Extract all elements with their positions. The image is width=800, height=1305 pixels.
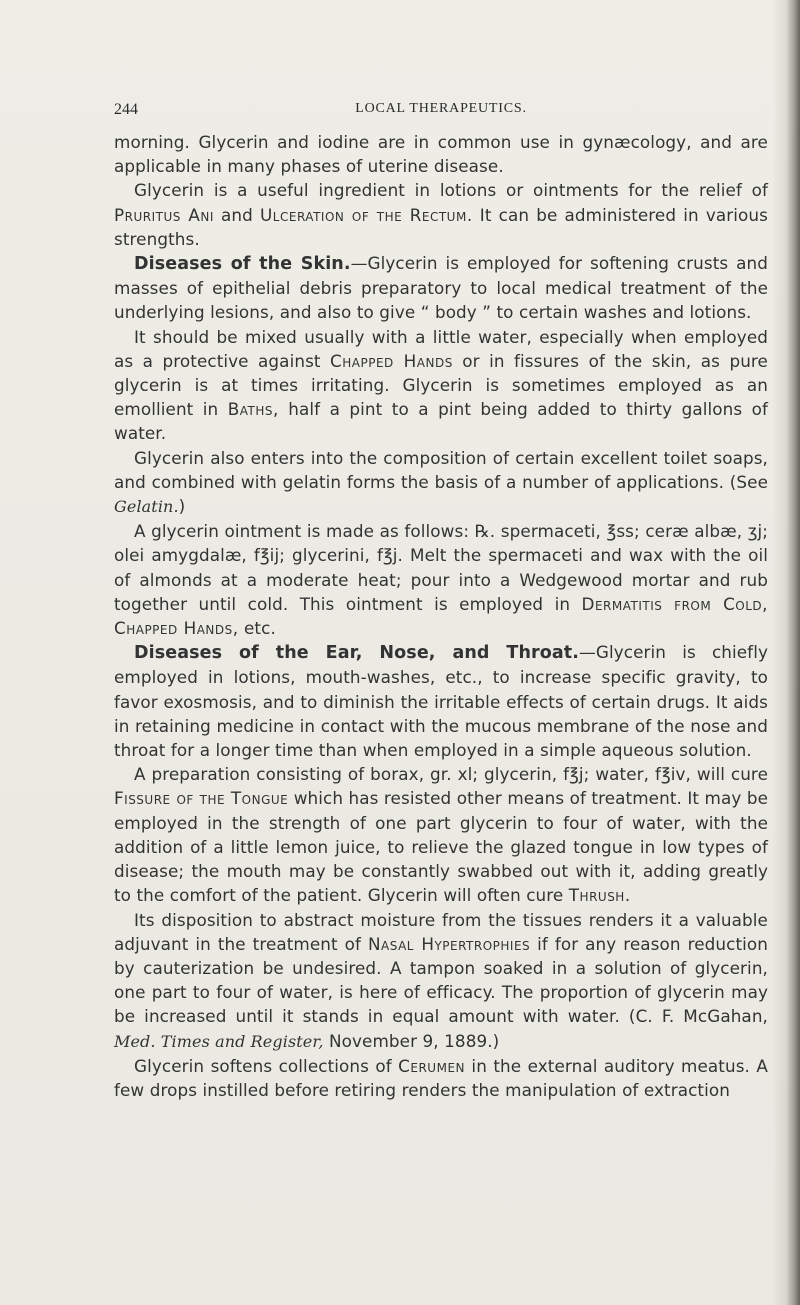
text-run: It can be administered in various strengths. xyxy=(114,204,768,249)
text-run: Glycerin softens collections of xyxy=(134,1055,399,1076)
text-run: It should be mixed usually with a little water, especially when employed as a protective against xyxy=(114,326,768,371)
paragraph xyxy=(114,762,768,907)
paragraph xyxy=(114,251,768,325)
text-run: Thrush. xyxy=(568,885,631,906)
paragraph xyxy=(114,519,768,640)
paragraph xyxy=(114,640,768,762)
text-run: and xyxy=(213,204,261,225)
text-run: Pruritus Ani xyxy=(114,204,214,225)
text-run: if for any reason reduction by cauterization be undesired. A tampon soaked in a solution of glycerin, one part to four of water, is here of efficacy. The proportion of glycerin may be increased until it stands in equal amount with water. (C. F. McGahan, xyxy=(114,933,768,1027)
text-run: Chapped Hands xyxy=(330,350,453,371)
paragraph xyxy=(114,130,768,178)
section-heading: Diseases of the Skin. xyxy=(134,254,351,275)
text-run: Fissure of the Tongue xyxy=(114,788,289,809)
text-run: ) xyxy=(178,496,186,517)
paragraph xyxy=(114,446,768,520)
text-run: Med. Times and Register, xyxy=(114,1031,324,1051)
section-heading: Diseases of the Ear, Nose, and Throat. xyxy=(134,643,580,664)
text-run: Nasal Hypertrophies xyxy=(367,933,531,954)
text-run: Its disposition to abstract moisture from the tissues renders it a valuable adjuvant in the treatment of xyxy=(114,909,768,954)
paragraph xyxy=(114,1054,768,1102)
text-run: Glycerin is a useful ingredient in lotions or ointments for the relief of xyxy=(134,180,768,201)
paragraph xyxy=(114,908,768,1054)
running-title: LOCAL THERAPEUTICS. xyxy=(355,101,527,116)
page-header xyxy=(114,101,768,123)
page-edge-shadow xyxy=(772,0,800,1305)
body-text xyxy=(114,130,768,1102)
page-number: 244 xyxy=(114,101,138,118)
text-run: or in fissures of the skin, as pure glycerin is at times irritating. Glycerin is sometimes employed as an emollient in xyxy=(114,350,768,420)
text-run: etc. xyxy=(238,618,276,639)
text-run: Gelatin. xyxy=(114,497,179,517)
text-run: Glycerin also enters into the composition of certain excellent toilet soaps, and combined with gelatin forms the basis of a number of applications. (See xyxy=(114,447,768,492)
text-run: Cerumen xyxy=(398,1055,466,1076)
text-run: which has resisted other means of treatment. It may be employed in the strength of one part glycerin to four of water, with the addition of a little lemon juice, to relieve the glazed tongue in low types of disease; the mouth may be constantly swabbed out with it, adding greatly to the comfort of the patient. Glycerin will often cure xyxy=(114,788,769,906)
text-run: —Glycerin is chiefly employed in lotions, mouth-washes, etc., to increase specific gravity, to favor exosmosis, and to diminish the irritable effects of certain drugs. It aids in retaining medicine in contact with the mucous membrane of the nose and throat for a longer time than when employed in a simple aqueous solution. xyxy=(114,642,768,761)
text-run: morning. Glycerin and iodine are in common use in gynæcology, and are applicable in many phases of uterine disease. xyxy=(114,132,768,177)
text-run: A preparation consisting of borax, gr. xl; glycerin, f℥j; water, f℥iv, will cure xyxy=(134,764,768,785)
text-run: —Glycerin is employed for softening crusts and masses of epithelial debris preparatory to local medical treatment of the underlying lesions, and also to give “ body ” to certain washes and lotions. xyxy=(114,253,768,323)
text-run: half a pint to a pint being added to thirty gallons of water. xyxy=(114,399,768,444)
text-run: A glycerin ointment is made as follows: ℞. spermaceti, ℥ss; ceræ albæ, ʒj; olei amygdalæ, f℥ij; glycerini, f℥j. Melt the spermaceti and wax with the oil of almonds at a moderate heat; pour into a Wedgewood mortar and rub together until cold. This ointment is employed in xyxy=(114,521,768,614)
text-run: Dermatitis from Cold, Chapped Hands, xyxy=(114,593,768,639)
text-run: November 9, 1889.) xyxy=(323,1030,500,1051)
text-run: Ulceration of the Rectum. xyxy=(260,204,473,225)
text-run: Baths, xyxy=(227,399,279,420)
paragraph xyxy=(114,178,768,251)
paragraph xyxy=(114,325,768,446)
text-run: in the external auditory meatus. A few drops instilled before retiring renders the manipulation of extraction xyxy=(114,1055,768,1100)
